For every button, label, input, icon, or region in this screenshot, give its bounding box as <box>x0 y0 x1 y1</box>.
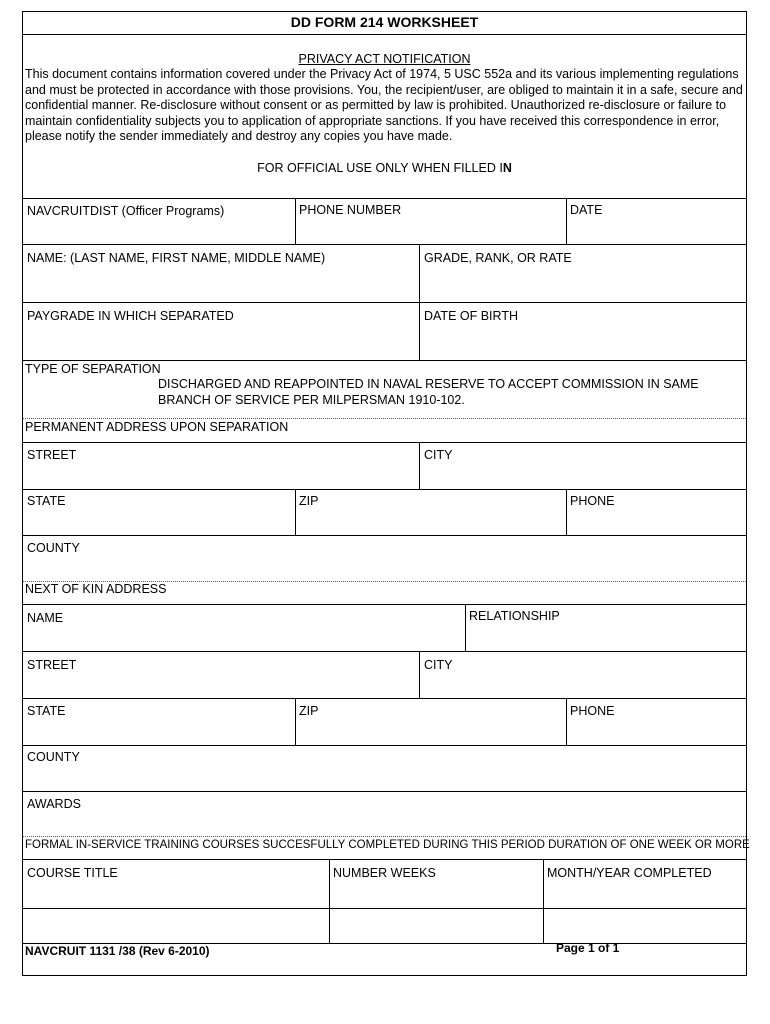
month-year-header: MONTH/YEAR COMPLETED <box>547 866 712 880</box>
divider <box>23 836 746 837</box>
date-label: DATE <box>570 203 603 217</box>
nok-street-label: STREET <box>27 658 77 672</box>
page-number: Page 1 of 1 <box>556 941 620 955</box>
nok-name-field[interactable] <box>23 605 465 651</box>
divider <box>23 859 746 860</box>
official-use-notice: FOR OFFICIAL USE ONLY WHEN FILLED IN <box>257 161 512 175</box>
awards-field[interactable] <box>23 792 746 836</box>
course-title-input[interactable] <box>23 909 329 943</box>
nok-city-field[interactable] <box>420 652 746 698</box>
divider <box>23 418 746 419</box>
nok-county-label: COUNTY <box>27 750 80 764</box>
separation-type-label: TYPE OF SEPARATION <box>25 362 161 376</box>
number-weeks-header: NUMBER WEEKS <box>333 866 436 880</box>
perm-county-label: COUNTY <box>27 541 80 555</box>
next-of-kin-heading: NEXT OF KIN ADDRESS <box>25 582 167 596</box>
awards-label: AWARDS <box>27 797 81 811</box>
month-year-input[interactable] <box>544 909 746 943</box>
perm-city-label: CITY <box>424 448 453 462</box>
perm-state-label: STATE <box>27 494 66 508</box>
dd214-worksheet-form <box>22 11 750 976</box>
perm-street-label: STREET <box>27 448 77 462</box>
privacy-heading: PRIVACY ACT NOTIFICATION <box>298 52 471 66</box>
nok-city-label: CITY <box>424 658 453 672</box>
separation-text: DISCHARGED AND REAPPOINTED IN NAVAL RESERVE TO ACCEPT COMMISSION IN SAME BRANCH OF SERVICE PER MILPERSMAN 1910-102. <box>158 377 699 407</box>
number-weeks-input[interactable] <box>330 909 543 943</box>
form-title: DD FORM 214 WORKSHEET <box>290 14 479 30</box>
form-id: NAVCRUIT 1131 /38 (Rev 6-2010) <box>25 944 210 958</box>
nok-street-field[interactable] <box>23 652 419 698</box>
nok-phone-label: PHONE <box>570 704 615 718</box>
perm-phone-label: PHONE <box>570 494 615 508</box>
phone-number-label: PHONE NUMBER <box>299 203 402 217</box>
grade-label: GRADE, RANK, OR RATE <box>424 251 572 265</box>
divider <box>23 34 746 35</box>
paygrade-label: PAYGRADE IN WHICH SEPARATED <box>27 309 234 323</box>
perm-zip-field[interactable] <box>296 490 566 535</box>
training-heading: FORMAL IN-SERVICE TRAINING COURSES SUCCESFULLY COMPLETED DURING THIS PERIOD DURATION OF ONE WEEK OR MORE <box>25 839 750 851</box>
dob-label: DATE OF BIRTH <box>424 309 518 323</box>
nok-relationship-label: RELATIONSHIP <box>469 609 560 623</box>
privacy-body: This document contains information covered under the Privacy Act of 1974, 5 USC 552a and its various implementing regulations and must be protected in accordance with those provisions. You, the recipient/user, are obliged to maintain it in a safe, secure and confidential manner. Re-disclosure without consent or as permitted by law is prohibited. Unauthorized re-disclosure or failure to maintain confidentiality subjects you to application of appropriate sanctions. If you have received this correspondence in error, please notify the sender immediately and destroy any copies you have made. <box>25 67 743 143</box>
navcruitdist-label: NAVCRUITDIST (Officer Programs) <box>27 204 225 218</box>
perm-zip-label: ZIP <box>299 494 319 508</box>
name-label: NAME: (LAST NAME, FIRST NAME, MIDDLE NAME) <box>27 251 326 265</box>
perm-city-field[interactable] <box>420 443 746 489</box>
nok-zip-field[interactable] <box>296 699 566 745</box>
nok-zip-label: ZIP <box>299 704 319 718</box>
nok-county-field[interactable] <box>23 746 746 791</box>
perm-county-field[interactable] <box>23 536 746 581</box>
divider <box>23 360 746 361</box>
nok-state-label: STATE <box>27 704 66 718</box>
permanent-address-heading: PERMANENT ADDRESS UPON SEPARATION <box>25 420 289 434</box>
nok-name-label: NAME <box>27 611 64 625</box>
perm-street-field[interactable] <box>23 443 419 489</box>
course-title-header: COURSE TITLE <box>27 866 118 880</box>
